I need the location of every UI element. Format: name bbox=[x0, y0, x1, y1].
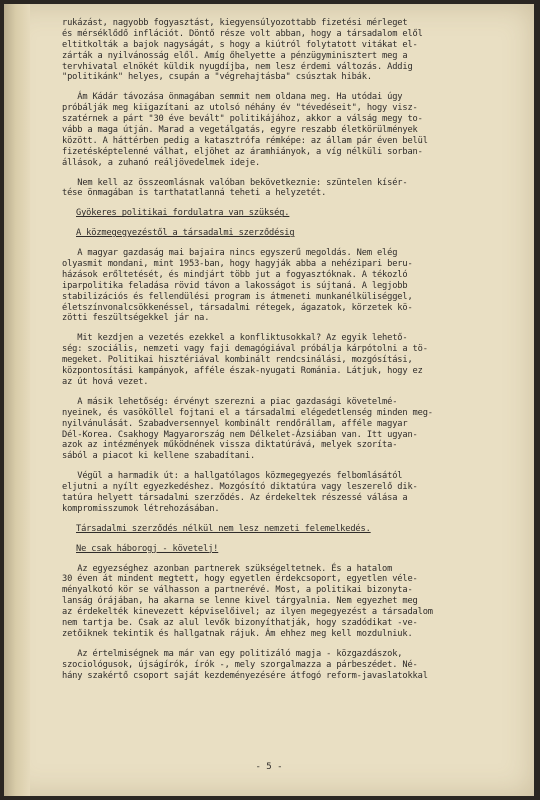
text-line: és mérséklődő inflációt. Döntő része volt abban, hogy a társadalom elől bbox=[62, 28, 423, 39]
paragraph bbox=[62, 18, 524, 83]
text-line: ményalkotó kör se válhasson a partnerévé. Most, a politikai bizonyta- bbox=[62, 585, 413, 596]
text-line: nem tartja be. Csak az alul levők bizonyíthatják, hogy szadódikat -ve- bbox=[62, 617, 418, 628]
text-line: hány szakértő csoport saját kezdeményezésére átfogó reform-javaslatokkal bbox=[62, 670, 428, 681]
text-line: "politikánk" helyes, csupán a "végrehajtásba" csúsztak hibák. bbox=[62, 72, 372, 83]
text-line: olyasmit mondani, mint 1953-ban, hogy hagyják abba a nehézipari beru- bbox=[62, 259, 413, 270]
text-line: tervhivatal elnökét küldik nyugdíjba, nem lesz érdemi változás. Addig bbox=[62, 61, 413, 72]
paragraph bbox=[62, 333, 524, 387]
text-line: megeket. Politikai hisztériával kombinált rendcsinálási, mozgósítási, bbox=[62, 355, 413, 366]
paragraph bbox=[62, 178, 524, 200]
text-line: az érdekelték kinevezett képviselőivel; az ilyen megegyezést a társadalom bbox=[62, 607, 433, 618]
text-line: eltitkolták a bajok nagyságát, s hogy a kiútról folytatott vitákat el- bbox=[62, 39, 418, 50]
paragraph bbox=[62, 248, 524, 324]
text-line: rukázást, nagyobb fogyasztást, kiegyensúlyozottabb fizetési mérleget bbox=[62, 18, 408, 28]
text-line: A magyar gazdaság mai bajaira nincs egyszerű megoldás. Nem elég bbox=[62, 248, 398, 259]
section-heading: Ne csak háborogj - követelj! bbox=[76, 543, 219, 554]
text-line: vább a maga útján. Marad a vegetálgatás, egyre reszabb életkörülmények bbox=[62, 125, 418, 136]
text-line: fizetésképtelenné válhat, eljöhet az áramhiányok, a víg nélküli sorban- bbox=[62, 146, 423, 157]
paragraph bbox=[62, 397, 524, 462]
binding-edge bbox=[4, 4, 30, 796]
section-heading: Társadalmi szerződés nélkül nem lesz nemzeti felemelkedés. bbox=[76, 523, 371, 534]
text-line: központosítási kampányok, afféle észak-nyugati Románia. Látjuk, hogy ez bbox=[62, 366, 423, 377]
text-line: próbálják meg kiigazítani az utolsó néhány év "tévedéseit", hogy visz- bbox=[62, 103, 418, 114]
section-heading: Gyökeres politikai fordulatra van szükség. bbox=[76, 208, 290, 219]
text-line: Nem kell az összeomlásnak valóban bekövetkeznie: szüntelen kísér- bbox=[62, 177, 408, 188]
text-line: életszínvonalcsökkenéssel, társadalmi rétegek, ágazatok, körzetek kö- bbox=[62, 302, 413, 313]
text-line: Mit kezdjen a vezetés ezekkel a konfliktusokkal? Az egyik lehető- bbox=[62, 333, 408, 344]
text-line: házások erőltetését, és mindjárt több jut a fogyasztóknak. A tékozló bbox=[62, 269, 408, 280]
text-line: tése önmagában is tarthatatlanná teheti a helyzetét. bbox=[62, 188, 327, 199]
text-line: zötti feszültségekkel jár na. bbox=[62, 313, 210, 324]
text-line: ség: szociális, nemzeti vagy faji demagógiával próbálja kárpótolni a tö- bbox=[62, 344, 428, 355]
text-line: Az értelmiségnek ma már van egy politizáló magja - közgazdászok, bbox=[62, 648, 403, 659]
text-line: nyilvánulását. Szabadversennyel kombinált rendőrállam, afféle magyar bbox=[62, 418, 408, 429]
text-line: zetőiknek tekintik és hallgatnak rájuk. Ám ehhez meg kell mozdulniuk. bbox=[62, 628, 413, 639]
paragraph bbox=[62, 564, 524, 640]
paragraph bbox=[62, 649, 524, 682]
text-line: szatérnek a párt "30 éve bevált" politikájához, akkor a válság megy to- bbox=[62, 114, 423, 125]
text-line: 30 éven át mindent megtett, hogy egyetlen érdekcsoport, egyetlen véle- bbox=[62, 574, 418, 585]
text-line: zárták a nyilvánosság elől. Amíg őhelyette a pénzügyminisztert meg a bbox=[62, 50, 408, 61]
text-line: lanság órájában, ha akarna se lenne kivel tárgyalnia. Nem egyezhet meg bbox=[62, 596, 418, 607]
text-line: iparpolitika feladása rövid távon a lakosságot is sújtaná. A legjobb bbox=[62, 280, 408, 291]
document-page bbox=[4, 4, 534, 796]
text-line: kompromisszumok létrehozásában. bbox=[62, 503, 220, 514]
text-line: A másik lehetőség: érvényt szerezni a piac gazdasági követelmé- bbox=[62, 396, 398, 407]
text-line: Ám Kádár távozása önmagában semmit nem oldana meg. Ha utódai úgy bbox=[62, 92, 403, 103]
text-line: tatúra helyett társadalmi szerződés. Az érdekeltek részessé válása a bbox=[62, 492, 408, 503]
text-line: Az egyezséghez azonban partnerek szükségeltetnek. És a hatalom bbox=[62, 563, 393, 574]
text-line: között. A háttérben pedig a katasztrófa rémképe: az állam pár éven belül bbox=[62, 135, 428, 146]
paragraph bbox=[62, 92, 524, 168]
text-line: az út hová vezet. bbox=[62, 376, 149, 387]
page-number: - 5 - bbox=[255, 762, 283, 772]
text-line: eljutni a nyílt egyezkedéshez. Mozgósító diktatúra vagy leszerelő dik- bbox=[62, 482, 418, 493]
document-body bbox=[62, 18, 524, 690]
paragraph bbox=[62, 471, 524, 515]
text-line: azok az intézmények működnének vissza diktatúrává, melyek szoríta- bbox=[62, 440, 398, 451]
section-heading: A közmegegyezéstől a társadalmi szerződésig bbox=[76, 228, 295, 239]
text-line: sából a piacot ki kellene szabadítani. bbox=[62, 451, 256, 462]
text-line: nyeinek, és vasököllel fojtani el a társadalmi elégedetlenség minden meg- bbox=[62, 407, 433, 418]
text-line: szociológusok, újságírók, írók -, mely szorgalmazza a párbeszédet. Né- bbox=[62, 659, 418, 670]
text-line: Dél-Korea. Csakhogy Magyarország nem Délkelet-Ázsiában van. Itt ugyan- bbox=[62, 429, 418, 440]
text-line: stabilizációs és fellendülési program is átmeneti munkanélküliséggel, bbox=[62, 291, 413, 302]
text-line: állások, a zuhanó reáljövedelmek ideje. bbox=[62, 157, 261, 168]
text-line: Végül a harmadik út: a hallgatólagos közmegegyezés felbomlásától bbox=[62, 471, 403, 482]
